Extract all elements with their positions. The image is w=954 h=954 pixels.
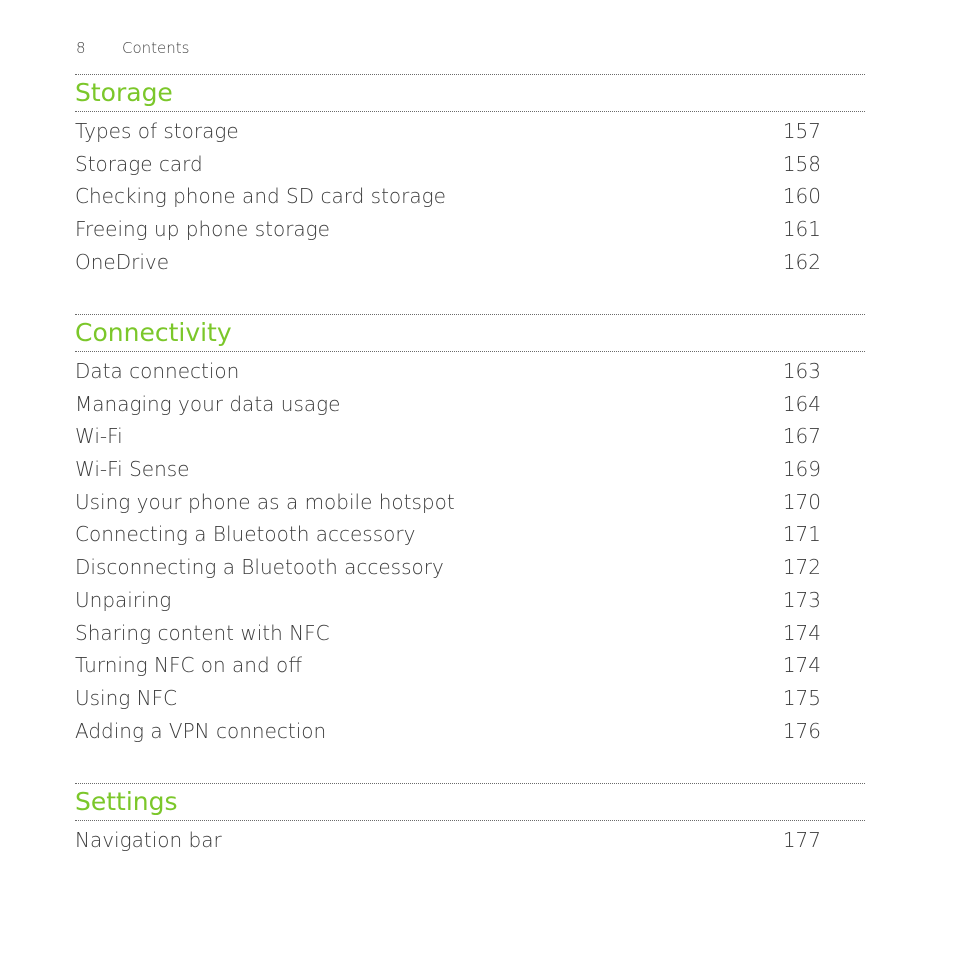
entry-list	[75, 115, 865, 278]
section-title[interactable]: Storage	[75, 78, 173, 107]
entry-title: Sharing content with NFC	[75, 620, 330, 645]
entry-page: 176	[782, 718, 821, 743]
section-settings	[75, 783, 865, 857]
entry-page: 169	[782, 457, 821, 482]
entry-list	[75, 824, 865, 857]
toc-entry[interactable]	[75, 518, 865, 551]
page-number: 8	[76, 39, 86, 57]
entry-title: Disconnecting a Bluetooth accessory	[75, 555, 444, 580]
section-storage	[75, 74, 865, 278]
toc-entry[interactable]	[75, 824, 865, 857]
entry-page: 162	[782, 249, 821, 274]
toc-entry[interactable]	[75, 453, 865, 486]
entry-page: 161	[782, 217, 821, 242]
toc-entry[interactable]	[75, 486, 865, 519]
entry-title: Connecting a Bluetooth accessory	[75, 522, 416, 547]
entry-title: Managing your data usage	[75, 391, 341, 416]
toc-entry[interactable]	[75, 584, 865, 617]
toc-entry[interactable]	[75, 115, 865, 148]
entry-page: 171	[782, 522, 821, 547]
entry-page: 160	[782, 184, 821, 209]
section-title[interactable]: Connectivity	[75, 318, 232, 347]
toc-entry[interactable]	[75, 420, 865, 453]
entry-title: Adding a VPN connection	[75, 718, 327, 743]
entry-title: Wi-Fi	[75, 424, 123, 449]
toc-entry[interactable]	[75, 388, 865, 421]
entry-page: 158	[782, 151, 821, 176]
entry-page: 174	[782, 653, 821, 678]
toc-entry[interactable]	[75, 682, 865, 715]
entry-page: 170	[782, 489, 821, 514]
toc-entry[interactable]	[75, 715, 865, 748]
entry-title: Freeing up phone storage	[75, 217, 330, 242]
toc-entry[interactable]	[75, 213, 865, 246]
entry-title: Data connection	[75, 359, 240, 383]
entry-title: Turning NFC on and off	[75, 653, 303, 678]
entry-title: Unpairing	[75, 587, 172, 612]
entry-page: 175	[782, 685, 821, 710]
section-connectivity	[75, 314, 865, 747]
entry-title: Wi-Fi Sense	[75, 457, 190, 482]
entry-page: 172	[782, 555, 821, 580]
entry-title: Storage card	[75, 151, 203, 176]
entry-list	[75, 355, 865, 747]
entry-page: 177	[782, 828, 821, 852]
running-title: Contents	[122, 39, 190, 57]
entry-page: 164	[782, 391, 821, 416]
section-rule-bottom	[75, 351, 865, 352]
toc-entry[interactable]	[75, 180, 865, 213]
running-head	[76, 39, 189, 57]
toc-entry[interactable]	[75, 148, 865, 181]
entry-page: 167	[782, 424, 821, 449]
entry-page: 157	[782, 119, 821, 143]
toc-entry[interactable]	[75, 355, 865, 388]
entry-title: Types of storage	[75, 119, 239, 143]
entry-title: Checking phone and SD card storage	[75, 184, 446, 209]
toc-entry[interactable]	[75, 649, 865, 682]
toc-entry[interactable]	[75, 551, 865, 584]
entry-title: Navigation bar	[75, 828, 222, 852]
entry-title: Using NFC	[75, 685, 178, 710]
section-title[interactable]: Settings	[75, 787, 178, 816]
entry-page: 174	[782, 620, 821, 645]
section-rule-bottom	[75, 111, 865, 112]
toc-entry[interactable]	[75, 246, 865, 279]
section-rule-bottom	[75, 820, 865, 821]
entry-title: Using your phone as a mobile hotspot	[75, 489, 455, 514]
entry-page: 163	[782, 359, 821, 383]
toc-entry[interactable]	[75, 617, 865, 650]
entry-page: 173	[782, 587, 821, 612]
entry-title: OneDrive	[75, 249, 170, 274]
